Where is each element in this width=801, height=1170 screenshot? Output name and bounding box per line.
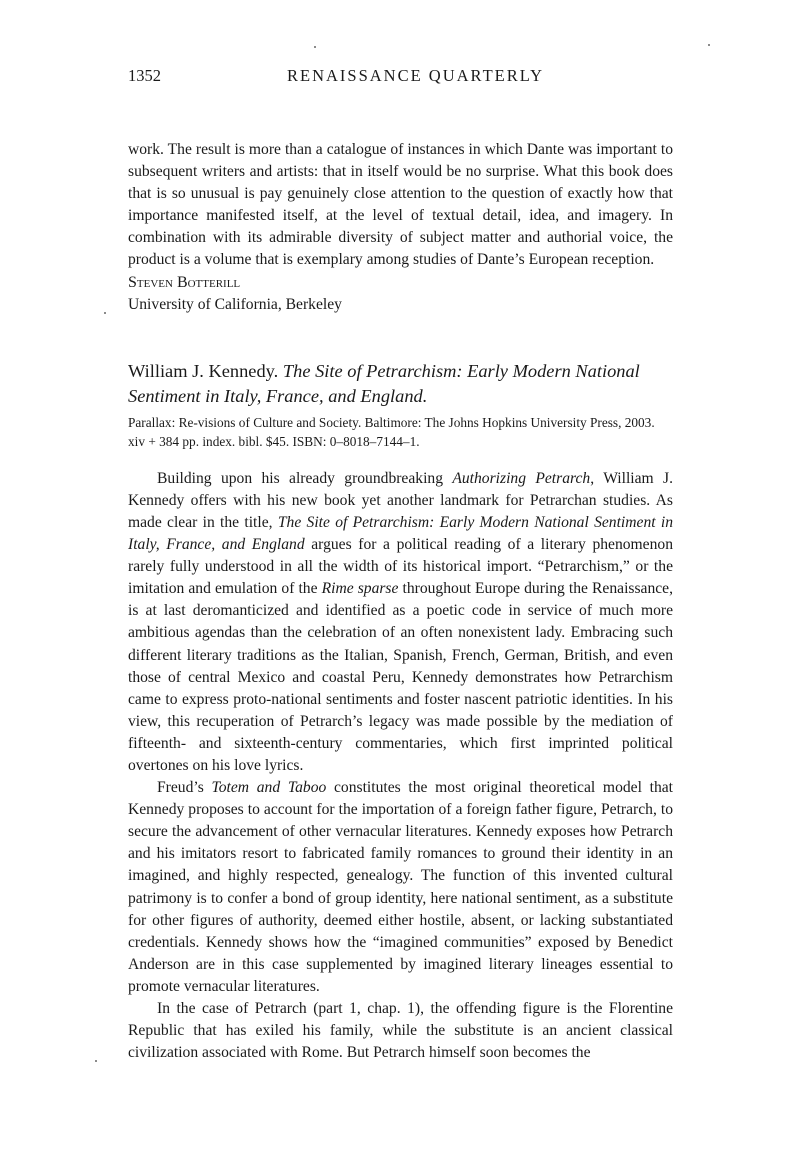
running-head: RENAISSANCE QUARTERLY: [287, 66, 545, 85]
review-heading: [128, 359, 673, 409]
text-run: constitutes the most original theoretical model that Kennedy proposes to account for the importation of a foreign father figure, Petrarch, to secure the advancement of other vernacular literatures. Kennedy exposes how Petrarch and his imitators resort to fabricated family romances to ground their identity in an imagined, and highly respected, genealogy. The function of this invented cultural patrimony is to confer a bond of group identity, here national sentiment, as a substitute for other figures of authority, deemed either hostile, absent, or lacking substantiated credentials. Kennedy shows how the “imagined communities” exposed by Benedict Anderson are in this case supplemented by imagined literary lineages essential to promote vernacular literatures.: [128, 779, 674, 995]
text-run: , William J. Kennedy offers with his new book yet another landmark for Petrarchan studies. As made clear in the title,: [128, 469, 673, 531]
book-author: William J. Kennedy.: [128, 360, 279, 381]
scan-speck: [708, 44, 710, 46]
italic-title-totem-and-taboo: Totem and Taboo: [211, 779, 327, 797]
text-run: Freud’s: [157, 779, 212, 797]
scan-speck: [104, 312, 106, 314]
italic-title-authorizing-petrarch: Authorizing Petrarch: [452, 469, 591, 487]
italic-title-rime-sparse: Rime sparse: [321, 580, 399, 598]
text-run: throughout Europe during the Renaissance, is at last deromanticized and identified as a poetic code in service of much more ambitious agendas than the celebration of an often nonexistent lady. Embracing such different literary traditions as the Italian, Spanish, French, German, British, and even those of central Mexico and coastal Peru, Kennedy demonstrates how Petrarchism came to express proto-national sentiments and foster nascent patriotic identities. In his view, this recuperation of Petrarch’s legacy was made possible by the mediation of fifteenth- and sixteenth-century commentaries, which first imprinted political overtones on his love lyrics.: [128, 580, 673, 774]
book-title: The Site of Petrarchism: Early Modern National Sentiment in Italy, France, and England.: [128, 360, 640, 406]
review-paragraph-1: [128, 468, 673, 777]
text-run: Building upon his already groundbreaking: [157, 469, 453, 487]
reviewer-affiliation: University of California, Berkeley: [128, 295, 342, 313]
review-paragraph-3: [128, 998, 673, 1064]
scan-speck: [95, 1060, 97, 1062]
previous-review-conclusion: [128, 139, 673, 272]
text-run: In the case of Petrarch (part 1, chap. 1), the offending figure is the Florentine Republic that has exiled his family, while the substitute is an ancient classical civilization associated with Rome. But Petrarch himself soon becomes the: [128, 1000, 673, 1062]
publication-info: Parallax: Re-visions of Culture and Society. Baltimore: The Johns Hopkins University Press, 2003. xiv + 384 pp. index. bibl. $45. ISBN: 0–8018–7144–1.: [128, 414, 655, 449]
review-paragraph-2: [128, 777, 673, 998]
reviewer-name: Steven Botterill: [128, 273, 241, 291]
italic-title-site-of-petrarchism: The Site of Petrarchism: Early Modern National Sentiment in Italy, France, and England: [128, 513, 673, 554]
page-number: 1352: [128, 66, 161, 85]
previous-review-text: work. The result is more than a catalogue of instances in which Dante was important to subsequent writers and artists: that in itself would be no surprise. What this book does that is so unusual is pay genuinely close attention to the question of exactly how that importance manifested itself, at the level of textual detail, idea, and imagery. In combination with its admirable diversity of subject matter and authorial voice, the product is a volume that is exemplary among studies of Dante’s European reception.: [128, 141, 673, 269]
page-header: [128, 66, 673, 90]
text-run: argues for a political reading of a literary phenomenon rarely fully understood in all the width of its historical import. “Petrarchism,” or the imitation and emulation of the: [128, 536, 673, 598]
scan-speck: [314, 46, 316, 48]
page-body: [128, 139, 673, 1064]
